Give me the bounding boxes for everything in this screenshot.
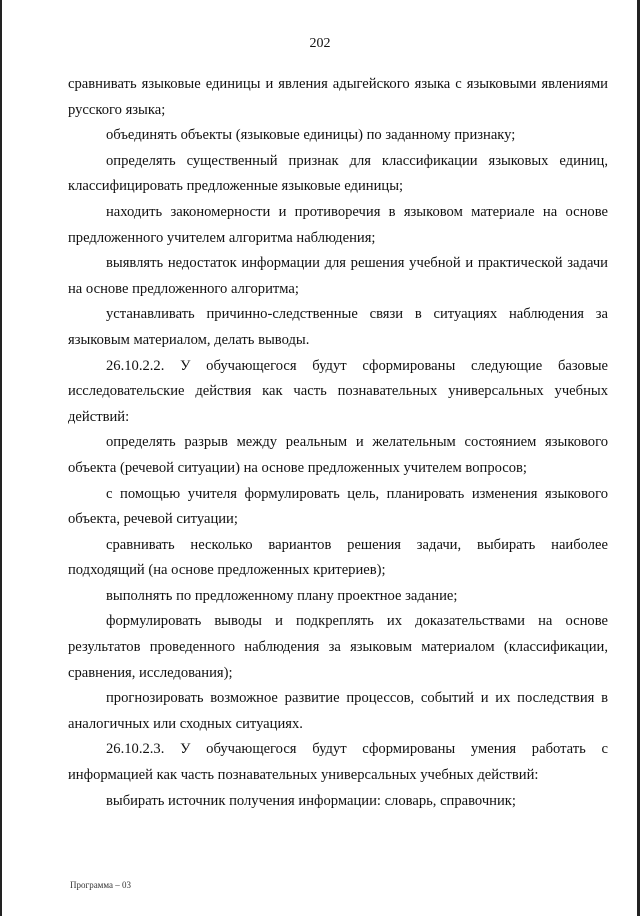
section-paragraph: 26.10.2.2. У обучающегося будут сформированы следующие базовые исследовательские действия как часть познавательных универсальных учебных действий: [68,357,608,425]
footer-label: Программа – 03 [70,880,132,890]
paragraph: прогнозировать возможное развитие процессов, событий и их последствия в аналогичных или сходных ситуациях. [68,690,608,732]
paragraph: выполнять по предложенному плану проектное задание; [106,587,458,604]
paragraph: определять существенный признак для классификации языковых единиц, классифицировать предложенные языковые единицы; [68,152,608,195]
paragraph: с помощью учителя формулировать цель, планировать изменения языкового объекта, речевой ситуации; [68,485,608,528]
paragraph: сравнивать несколько вариантов решения задачи, выбирать наиболее подходящий (на основе предложенных критериев); [68,536,608,579]
paragraph: выявлять недостаток информации для решения учебной и практической задачи на основе предложенного алгоритма; [68,255,608,297]
paragraph: устанавливать причинно-следственные связи в ситуациях наблюдения за языковым материалом, делать выводы. [68,306,608,348]
paragraph: объединять объекты (языковые единицы) по заданному признаку; [106,127,516,144]
paragraph: сравнивать языковые единицы и явления адыгейского языка с языковыми явлениями русского языка; [68,76,608,118]
scan-border-left [0,0,2,916]
paragraph: формулировать выводы и подкреплять их доказательствами на основе результатов проведенного наблюдения за языковым материалом (классификации, сравнения, исследования); [68,613,608,681]
document-body [68,72,608,814]
paragraph: выбирать источник получения информации: словарь, справочник; [106,792,516,809]
section-paragraph: 26.10.2.3. У обучающегося будут сформированы умения работать с информацией как часть познавательных универсальных учебных действий: [68,741,608,784]
paragraph: находить закономерности и противоречия в языковом материале на основе предложенного учителем алгоритма наблюдения; [68,203,608,246]
paragraph: определять разрыв между реальным и желательным состоянием языкового объекта (речевой ситуации) на основе предложенных учителем вопросов; [68,434,608,476]
page-number: 202 [309,36,331,51]
